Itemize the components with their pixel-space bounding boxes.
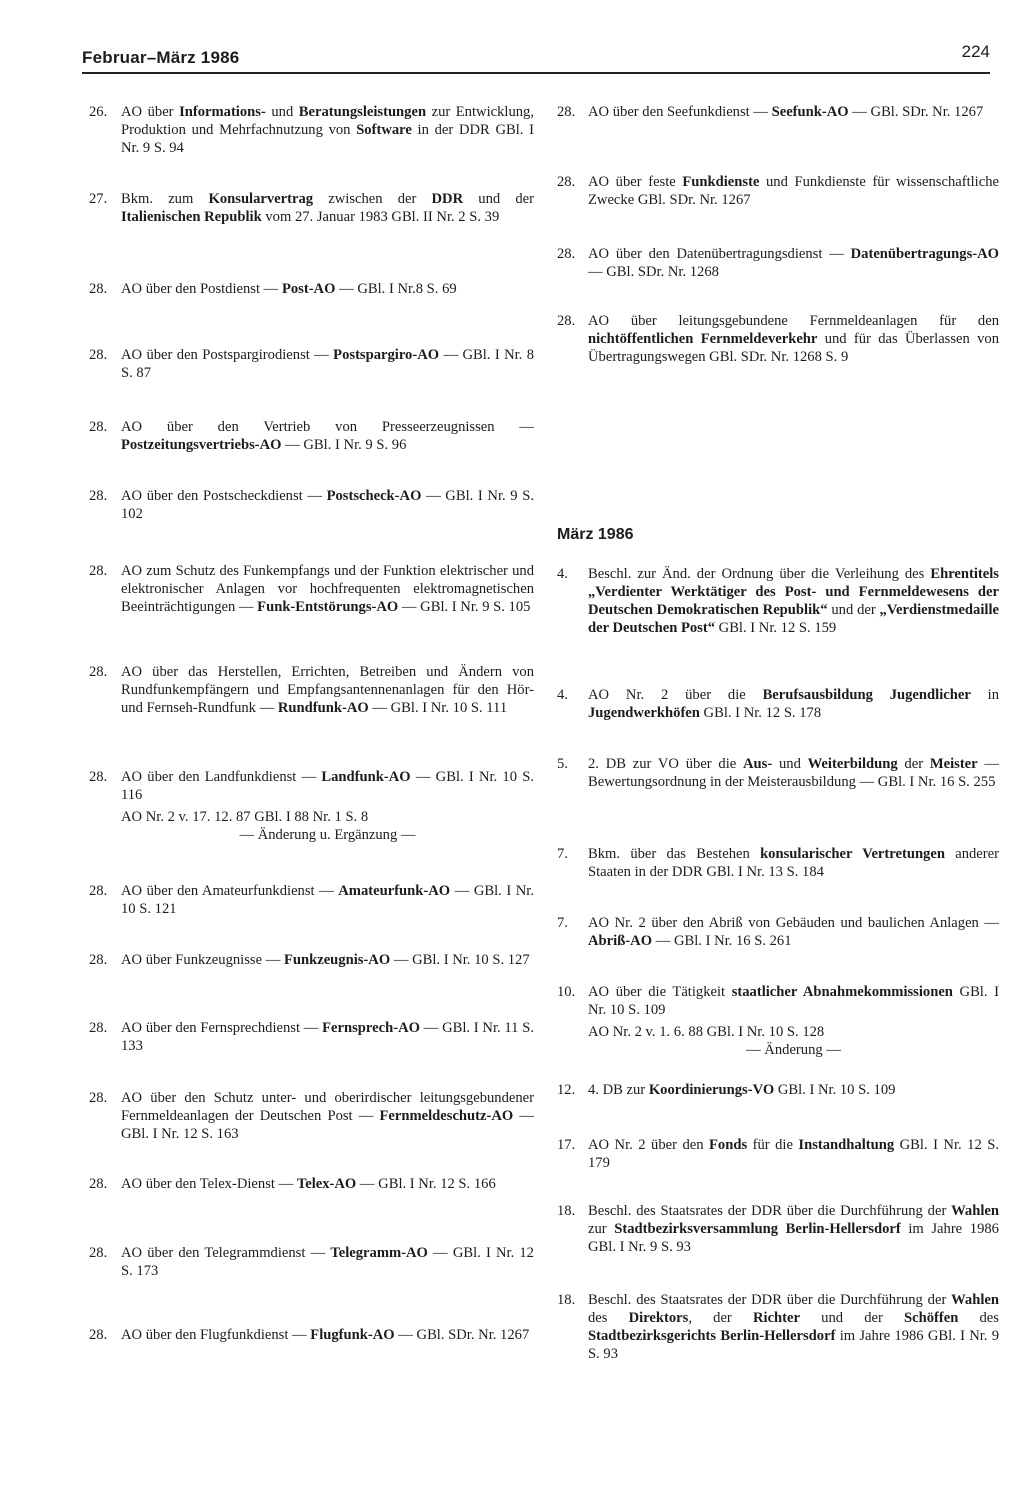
entry bbox=[557, 312, 999, 366]
entry-fragment: — GBl. SDr. Nr. 1267 bbox=[848, 104, 984, 120]
entry-number: 28. bbox=[557, 246, 576, 262]
entry-number: 28. bbox=[557, 174, 576, 190]
entry-fragment: AO über den Datenübertragungsdienst — bbox=[588, 246, 851, 262]
entry-number: 28. bbox=[89, 488, 108, 504]
entry-text bbox=[121, 562, 534, 616]
entry-fragment: — GBl. SDr. Nr. 1267 bbox=[394, 1327, 530, 1343]
entry-text bbox=[588, 755, 999, 791]
entry-text bbox=[121, 1089, 534, 1143]
entry-number: 27. bbox=[89, 191, 108, 207]
entry-text bbox=[588, 845, 999, 881]
entry bbox=[89, 562, 534, 616]
entry-number: 28. bbox=[89, 1327, 108, 1343]
entry-fragment: — GBl. I Nr. 10 S. 121 bbox=[121, 883, 535, 917]
entry-number: 28. bbox=[89, 1090, 108, 1106]
entry bbox=[557, 845, 999, 881]
entry-fragment: , der bbox=[688, 1310, 753, 1326]
entry-fragment: AO über den Postscheckdienst — bbox=[121, 488, 327, 504]
entry-text bbox=[588, 914, 999, 950]
entry-keyword: Seefunk-AO bbox=[771, 104, 849, 120]
entry-number: 17. bbox=[557, 1137, 576, 1153]
entry-fragment: 4. DB zur bbox=[588, 1082, 649, 1098]
entry-keyword: Aus- bbox=[743, 756, 773, 772]
entry-text bbox=[588, 1081, 999, 1099]
entry-keyword: Rundfunk-AO bbox=[277, 700, 369, 716]
entry-keyword: Postscheck-AO bbox=[326, 488, 422, 504]
entry-fragment: für die bbox=[747, 1137, 799, 1153]
entry-fragment: — GBl. I Nr. 12 S. 163 bbox=[121, 1108, 534, 1142]
entry-text bbox=[121, 346, 534, 382]
entry-keyword: konsularischer Vertretungen bbox=[760, 846, 945, 862]
entry-text bbox=[121, 768, 534, 804]
entry-keyword: Schöffen bbox=[904, 1310, 959, 1326]
entry-text bbox=[121, 1175, 534, 1193]
entry-number: 28. bbox=[89, 1245, 108, 1261]
entry-number: 7. bbox=[557, 915, 568, 931]
entry-keyword: Wahlen bbox=[951, 1203, 999, 1219]
entry-amendment: AO Nr. 2 v. 1. 6. 88 GBl. I Nr. 10 S. 128 bbox=[588, 1024, 825, 1040]
entry-fragment: Bkm. zum bbox=[121, 191, 209, 207]
entry-fragment: — GBl. I Nr. 8 S. 87 bbox=[121, 347, 534, 381]
entry-keyword: Post-AO bbox=[281, 281, 336, 297]
entry-fragment: GBl. I Nr. 12 S. 179 bbox=[588, 1137, 999, 1171]
entry-keyword: Ehrentitels „Verdienter Werktätiger des Post- und Fernmeldewesens der Deutschen Demokratischen Republik“ bbox=[588, 566, 999, 618]
entry-fragment: AO über das Herstellen, Errichten, Betreiben und Ändern von Rundfunkempfängern und Empfangsantennenanlagen für den Hör- und Fernseh-Rundfunk — bbox=[121, 664, 534, 716]
entry-fragment: AO über den Schutz unter- und oberirdischer leitungsgebundener Fernmeldeanlagen der Deutschen Post — bbox=[121, 1090, 534, 1124]
entry bbox=[89, 1326, 534, 1344]
entry-keyword: Beratungsleistungen bbox=[298, 104, 427, 120]
entry bbox=[89, 418, 534, 454]
entry-fragment: Beschl. zur Änd. der Ordnung über die Verleihung des bbox=[588, 566, 931, 582]
entry-fragment: — GBl. I Nr. 10 S. 111 bbox=[368, 700, 508, 716]
entry-fragment: zwischen der bbox=[313, 191, 432, 207]
entry-keyword: Telex-AO bbox=[296, 1176, 357, 1192]
entry bbox=[557, 173, 999, 209]
entry-fragment: AO über den Postdienst — bbox=[121, 281, 282, 297]
entry bbox=[557, 103, 999, 121]
entry-fragment: GBl. I Nr. 10 S. 109 bbox=[774, 1082, 896, 1098]
entry-fragment: AO Nr. 2 über den bbox=[588, 1137, 710, 1153]
entry bbox=[89, 1089, 534, 1143]
header-title: Februar–März 1986 bbox=[82, 48, 240, 67]
entry-text bbox=[588, 686, 999, 722]
entry-keyword: Datenübertragungs-AO bbox=[850, 246, 999, 262]
entry-keyword: Postzeitungsvertriebs-AO bbox=[121, 437, 282, 453]
entry-fragment: — GBl. I Nr. 9 S. 96 bbox=[281, 437, 407, 453]
entry-fragment: und bbox=[265, 104, 299, 120]
entry-fragment: AO über Funkzeugnisse — bbox=[121, 952, 284, 968]
entry-text bbox=[588, 173, 999, 209]
entry bbox=[557, 686, 999, 722]
entry-text bbox=[121, 190, 534, 226]
entry-fragment: AO über leitungsgebundene Fernmeldeanlagen für den bbox=[588, 313, 999, 329]
entry-keyword: nichtöffentlichen Fernmeldeverkehr bbox=[588, 331, 818, 347]
entry-keyword: Informations- bbox=[179, 104, 266, 120]
entry-text bbox=[121, 663, 534, 717]
entry-text bbox=[121, 1019, 534, 1055]
entry-fragment: AO über den Flugfunkdienst — bbox=[121, 1327, 311, 1343]
entry-number: 4. bbox=[557, 687, 568, 703]
entry-fragment: GBl. I Nr. 12 S. 159 bbox=[715, 620, 837, 636]
entry bbox=[89, 768, 534, 844]
entry-fragment: und bbox=[772, 756, 808, 772]
entry-fragment: und der bbox=[463, 191, 534, 207]
entry bbox=[89, 951, 534, 969]
entry-number: 28. bbox=[89, 952, 108, 968]
entry-keyword: Meister bbox=[929, 756, 978, 772]
entry-keyword: Funk-Entstörungs-AO bbox=[257, 599, 399, 615]
entry-fragment: — GBl. I Nr. 12 S. 166 bbox=[356, 1176, 496, 1192]
entry-keyword: Koordinierungs-VO bbox=[648, 1082, 775, 1098]
entry-fragment: — GBl. I Nr. 16 S. 261 bbox=[652, 933, 792, 949]
entry-fragment: — GBl. I Nr. 9 S. 105 bbox=[398, 599, 531, 615]
entry-text bbox=[588, 245, 999, 281]
entry-keyword: Fernsprech-AO bbox=[322, 1020, 420, 1036]
entry-number: 28. bbox=[89, 419, 108, 435]
entry-fragment: — GBl. I Nr. 10 S. 116 bbox=[121, 769, 534, 803]
entry-fragment: der bbox=[897, 756, 930, 772]
entry-fragment: — Bewertungsordnung in der Meisterausbildung — GBl. I Nr. 16 S. 255 bbox=[588, 756, 999, 790]
entry bbox=[557, 983, 999, 1059]
entry-fragment: anderer Staaten in der DDR GBl. I Nr. 13 S. 184 bbox=[588, 846, 999, 880]
entry-text bbox=[121, 418, 534, 454]
entry-fragment: Beschl. des Staatsrates der DDR über die Durchführung der bbox=[588, 1292, 952, 1308]
entry bbox=[89, 1019, 534, 1055]
entry-keyword: „Verdienstmedaille der Deutschen Post“ bbox=[588, 602, 999, 636]
entry-fragment: AO zum Schutz des Funkempfangs und der Funktion elektrischer und elektronischer Anlagen vor hochfrequenten elektromagnetischen Beeinträchtigungen — bbox=[121, 563, 534, 615]
entry-number: 28. bbox=[557, 104, 576, 120]
entry-keyword: Postspargiro-AO bbox=[333, 347, 440, 363]
entry-fragment: AO über den Postspargirodienst — bbox=[121, 347, 334, 363]
entry bbox=[557, 1081, 999, 1099]
entry-fragment: — GBl. I Nr. 9 S. 102 bbox=[121, 488, 534, 522]
entry-fragment: GBl. I Nr. 12 S. 178 bbox=[699, 705, 822, 721]
entry-text bbox=[588, 312, 999, 366]
entry-text bbox=[588, 1202, 999, 1256]
entry-text bbox=[588, 983, 999, 1019]
entry-fragment: zur bbox=[588, 1221, 615, 1237]
entry-fragment: AO Nr. 2 über den Abriß von Gebäuden und baulichen Anlagen — bbox=[588, 915, 999, 931]
entry bbox=[89, 190, 534, 226]
entry-fragment: AO über den Fernsprechdienst — bbox=[121, 1020, 323, 1036]
entry-keyword: Italienischen Republik bbox=[121, 209, 262, 225]
entry bbox=[89, 280, 534, 298]
entry-fragment: in der DDR GBl. I Nr. 9 S. 94 bbox=[121, 122, 534, 156]
entry-fragment: — GBl. I Nr.8 S. 69 bbox=[335, 281, 457, 297]
page-number: 224 bbox=[961, 42, 990, 61]
entry-number: 28. bbox=[89, 563, 108, 579]
entry bbox=[89, 346, 534, 382]
entry-fragment: in bbox=[970, 687, 1000, 703]
entry-fragment: und der bbox=[827, 602, 880, 618]
entry bbox=[557, 245, 999, 281]
entry-keyword: Jugendwerkhöfen bbox=[588, 705, 700, 721]
entry-amendment: AO Nr. 2 v. 17. 12. 87 GBl. I 88 Nr. 1 S. 8 bbox=[121, 809, 369, 825]
entry bbox=[89, 487, 534, 523]
entry-keyword: Wahlen bbox=[951, 1292, 999, 1308]
entry-number: 28. bbox=[89, 664, 108, 680]
entry-keyword: Weiterbildung bbox=[807, 756, 898, 772]
entry-number: 28. bbox=[89, 347, 108, 363]
entry-fragment: zur Entwicklung, Produktion und Mehrfachnutzung von bbox=[121, 104, 534, 138]
entry-text bbox=[121, 1326, 534, 1344]
entry-fragment: AO über den Telegrammdienst — bbox=[121, 1245, 331, 1261]
entry-text bbox=[121, 1244, 534, 1280]
entry-fragment: AO über die Tätigkeit bbox=[588, 984, 732, 1000]
entry-keyword: Flugfunk-AO bbox=[310, 1327, 395, 1343]
entry-fragment: und der bbox=[799, 1310, 905, 1326]
entry bbox=[89, 103, 534, 157]
entry-text bbox=[588, 565, 999, 637]
entry-keyword: Konsularvertrag bbox=[208, 191, 314, 207]
entry-keyword: Funkdienste bbox=[682, 174, 760, 190]
entry-fragment: — GBl. I Nr. 11 S. 133 bbox=[121, 1020, 534, 1054]
entry-fragment: des bbox=[958, 1310, 999, 1326]
entry-keyword: Landfunk-AO bbox=[321, 769, 411, 785]
entry bbox=[557, 1136, 999, 1172]
entry-text bbox=[121, 882, 534, 918]
entry-keyword: DDR bbox=[431, 191, 464, 207]
entry-fragment: im Jahre 1986 GBl. I Nr. 9 S. 93 bbox=[588, 1328, 999, 1362]
entry bbox=[557, 914, 999, 950]
entry-keyword: Direktors bbox=[628, 1310, 689, 1326]
entry-keyword: Berufsausbildung Jugendlicher bbox=[762, 687, 971, 703]
entry-number: 4. bbox=[557, 566, 568, 582]
entry-number: 28. bbox=[89, 281, 108, 297]
entry-amendment: — Änderung u. Ergänzung — bbox=[239, 827, 416, 843]
entry-number: 12. bbox=[557, 1082, 576, 1098]
entry-fragment: — GBl. I Nr. 10 S. 127 bbox=[390, 952, 530, 968]
entry-keyword: Stadtbezirksversammlung Berlin-Hellersdorf bbox=[614, 1221, 901, 1237]
entry-number: 28. bbox=[89, 769, 108, 785]
entry-number: 5. bbox=[557, 756, 568, 772]
entry-number: 28. bbox=[89, 1020, 108, 1036]
entry bbox=[89, 663, 534, 717]
entry-number: 28. bbox=[89, 1176, 108, 1192]
entry-number: 10. bbox=[557, 984, 576, 1000]
entry-text bbox=[121, 103, 534, 157]
entry-number: 18. bbox=[557, 1203, 576, 1219]
entry-fragment: AO über den Amateurfunkdienst — bbox=[121, 883, 339, 899]
entry-fragment: im Jahre 1986 GBl. I Nr. 9 S. 93 bbox=[588, 1221, 999, 1255]
entry-fragment: AO über bbox=[121, 104, 180, 120]
entry bbox=[557, 755, 999, 791]
page-header bbox=[82, 38, 990, 74]
entry-text bbox=[588, 1136, 999, 1172]
entry bbox=[557, 1291, 999, 1363]
entry-keyword: Funkzeugnis-AO bbox=[283, 952, 391, 968]
entry-fragment: — GBl. SDr. Nr. 1268 bbox=[588, 264, 719, 280]
entry-keyword: Stadtbezirksgerichts Berlin-Hellersdorf bbox=[588, 1328, 836, 1344]
entry-keyword: Fonds bbox=[709, 1137, 748, 1153]
entry-fragment: und Funkdienste für wissenschaftliche Zwecke GBl. SDr. Nr. 1267 bbox=[588, 174, 999, 208]
entry-fragment: Beschl. des Staatsrates der DDR über die Durchführung der bbox=[588, 1203, 952, 1219]
entry-keyword: Amateurfunk-AO bbox=[338, 883, 451, 899]
entry-fragment: des bbox=[588, 1310, 629, 1326]
entry-number: 7. bbox=[557, 846, 568, 862]
entry-text bbox=[121, 487, 534, 523]
entry-text bbox=[588, 103, 999, 121]
entry-keyword: Instandhaltung bbox=[798, 1137, 895, 1153]
entry-keyword: staatlicher Abnahmekommissionen bbox=[731, 984, 953, 1000]
entry-fragment: 2. DB zur VO über die bbox=[588, 756, 744, 772]
entry-amendment: — Änderung — bbox=[746, 1042, 841, 1058]
entry-fragment: AO über feste bbox=[588, 174, 683, 190]
entry-number: 28. bbox=[557, 313, 576, 329]
entry-keyword: Software bbox=[356, 122, 412, 138]
entry-fragment: und für das Überlassen von Übertragungswegen GBl. SDr. Nr. 1268 S. 9 bbox=[588, 331, 999, 365]
entry-fragment: vom 27. Januar 1983 GBl. II Nr. 2 S. 39 bbox=[261, 209, 500, 225]
entry-keyword: Telegramm-AO bbox=[330, 1245, 428, 1261]
entry-fragment: GBl. I Nr. 10 S. 109 bbox=[588, 984, 999, 1018]
entry bbox=[89, 1244, 534, 1280]
entry-keyword: Abriß-AO bbox=[588, 933, 653, 949]
section-heading: März 1986 bbox=[557, 526, 634, 543]
entry-text bbox=[121, 280, 534, 298]
entry-fragment: — GBl. I Nr. 12 S. 173 bbox=[121, 1245, 534, 1279]
entry-keyword: Richter bbox=[752, 1310, 800, 1326]
entry bbox=[89, 882, 534, 918]
entry-keyword: Fernmeldeschutz-AO bbox=[379, 1108, 514, 1124]
entry-fragment: AO über den Vertrieb von Presseerzeugnissen — bbox=[121, 419, 534, 435]
entry-text bbox=[588, 1291, 999, 1363]
entry-fragment: AO über den Landfunkdienst — bbox=[121, 769, 322, 785]
entry bbox=[557, 1202, 999, 1256]
entry-fragment: Bkm. über das Bestehen bbox=[588, 846, 761, 862]
entry bbox=[557, 565, 999, 637]
entry-fragment: AO über den Seefunkdienst — bbox=[588, 104, 772, 120]
entry-number: 28. bbox=[89, 883, 108, 899]
entry-number: 18. bbox=[557, 1292, 576, 1308]
entry-text bbox=[121, 951, 534, 969]
entry-fragment: AO über den Telex-Dienst — bbox=[121, 1176, 297, 1192]
entry-number: 26. bbox=[89, 104, 108, 120]
entry-fragment: AO Nr. 2 über die bbox=[588, 687, 763, 703]
entry bbox=[89, 1175, 534, 1193]
